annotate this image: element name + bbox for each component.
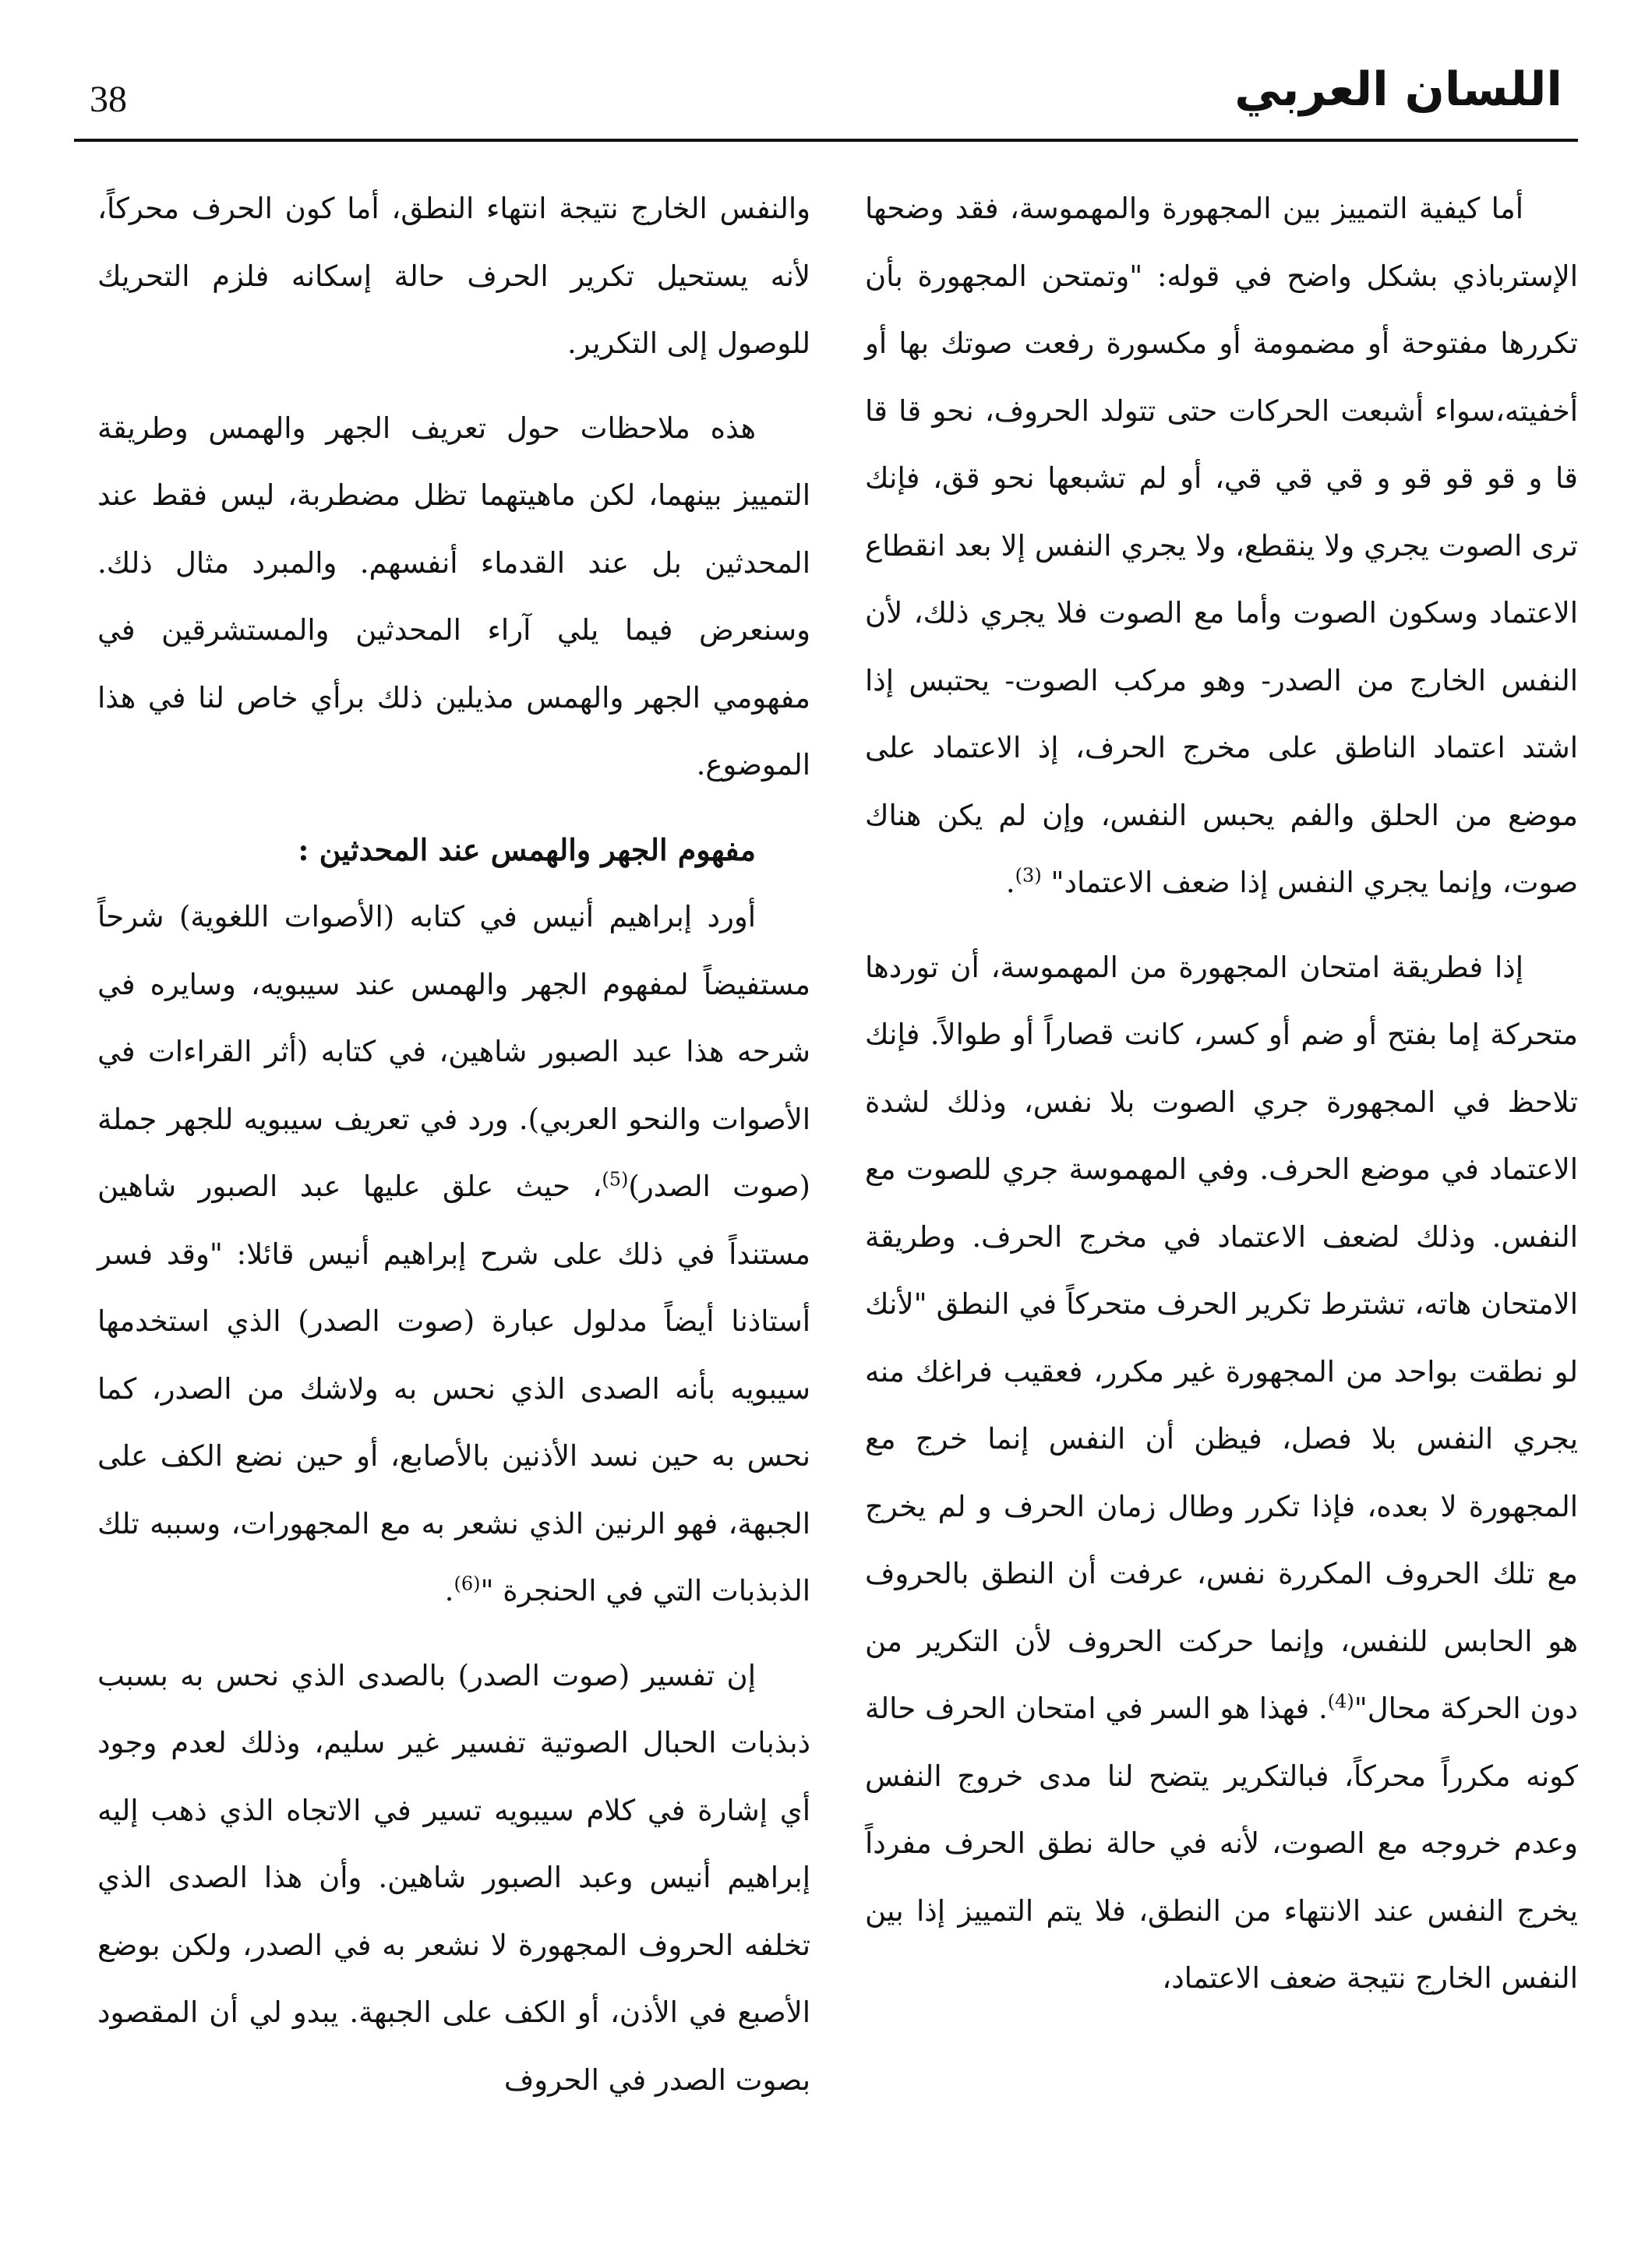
page-number: 38 bbox=[90, 79, 127, 120]
paragraph: أما كيفية التمييز بين المجهورة والمهموسة، فقد وضحها الإسترباذي بشكل واضح في قوله: "وتمتحن المجهورة بأن تكررها مفتوحة أو مضمومة أو مكسورة رفعت صوتك بها أو أخفيته،سواء أشبعت الحركات حتى تتولد الحروف، نحو قا قا قا و قو قو قو و قي قي قي، أو لم تشبعها نحو قق، فإنك ترى الصوت يجري ولا ينقطع، ولا يجري النفس إلا بعد انقطاع الاعتماد وسكون الصوت وأما مع الصوت فلا يجري ذلك، لأن النفس الخارج من الصدر- وهو مركب الصوت- يحتبس إذا اشتد اعتماد الناطق على مخرج الحرف، إذ الاعتماد على موضع من الحلق والفم يحبس النفس، وإن لم يكن هناك صوت، وإنما يجري النفس إذا ضعف الاعتماد" $^{(3)}$. bbox=[865, 192, 1578, 899]
footnote-marker: (5) bbox=[602, 1168, 629, 1191]
footnote-marker: (4) bbox=[1327, 1690, 1354, 1713]
paragraph: والنفس الخارج نتيجة انتهاء النطق، أما كون الحرف محركاً، لأنه يستحيل تكرير الحرف حالة إسكانه فلزم التحريك للوصول إلى التكرير. bbox=[97, 192, 810, 360]
paragraph: إذا فطريقة امتحان المجهورة من المهموسة، أن توردها متحركة إما بفتح أو ضم أو كسر، كانت قصاراً أو طوالاً. فإنك تلاحظ في المجهورة جري الصوت بلا نفس، وذلك لشدة الاعتماد في موضع الحرف. وفي المهموسة جري للصوت مع النفس. وذلك لضعف الاعتماد في مخرج الحرف. وطريقة الامتحان هاته، تشترط تكرير الحرف متحركاً في النطق "لأنك لو نطقت بواحد من المجهورة غير مكرر، فعقيب فراغك منه يجري النفس بلا فصل، فيظن أن النفس إنما خرج مع المجهورة لا بعده، فإذا تكرر وطال زمان الحرف و لم يخرج مع تلك الحروف المكررة نفس، عرفت أن النطق بالحروف هو الحابس للنفس، وإنما حركت الحروف لأن التكرير من دون الحركة محال"$^{(4)}$. فهذا هو السر في امتحان الحرف حالة كونه مكرراً محركاً، فبالتكرير يتضح لنا مدى خروج النفس وعدم خروجه مع الصوت، لأنه في حالة نطق الحرف مفرداً يخرج النفس عند الانتهاء من النطق، فلا يتم التمييز إذا بين النفس الخارج نتيجة ضعف الاعتماد، bbox=[865, 950, 1578, 1995]
header-divider bbox=[74, 139, 1578, 142]
right-column bbox=[865, 175, 1578, 2030]
footnote-marker: (6) bbox=[454, 1572, 481, 1595]
footnote-marker: (3) bbox=[1015, 864, 1042, 887]
paragraph: إن تفسير (صوت الصدر) بالصدى الذي نحس به بسبب ذبذبات الحبال الصوتية تفسير غير سليم، وذلك لعدم وجود أي إشارة في كلام سيبويه تسير في الاتجاه الذي ذهب إليه إبراهيم أنيس وعبد الصبور شاهين. وأن هذا الصدى الذي تخلفه الحروف المجهورة لا نشعر به في الصدر، ولكن بوضع الأصبع في الأذن، أو الكف على الجبهة. يبدو لي أن المقصود بصوت الصدر في الحروف bbox=[97, 1658, 810, 2097]
left-column bbox=[97, 175, 810, 2131]
page-header bbox=[74, 62, 1578, 136]
paragraph: هذه ملاحظات حول تعريف الجهر والهمس وطريقة التمييز بينهما، لكن ماهيتهما تظل مضطربة، ليس فقط عند المحدثين بل عند القدماء أنفسهم. والمبرد مثال ذلك. وسنعرض فيما يلي آراء المحدثين والمستشرقين في مفهومي الجهر والهمس مذيلين ذلك برأي خاص لنا في هذا الموضوع. bbox=[97, 411, 810, 782]
paragraph: أورد إبراهيم أنيس في كتابه (الأصوات اللغوية) شرحاً مستفيضاً لمفهوم الجهر والهمس عند سيبويه، وسايره في شرحه هذا عبد الصبور شاهين، في كتابه (أثر القراءات في الأصوات والنحو العربي). ورد في تعريف سيبويه للجهر جملة (صوت الصدر)$^{(5)}$، حيث علق عليها عبد الصبور شاهين مستنداً في ذلك على شرح إبراهيم أنيس قائلا: "وقد فسر أستاذنا أيضاً مدلول عبارة (صوت الصدر) الذي استخدمها سيبويه بأنه الصدى الذي نحس به ولاشك من الصدر، كما نحس به حين نسد الأذنين بالأصابع، أو حين نضع الكف على الجبهة، فهو الرنين الذي نشعر به مع المجهورات، وسببه تلك الذبذبات التي في الحنجرة "$^{(6)}$. bbox=[97, 900, 810, 1607]
section-heading: مفهوم الجهر والهمس عند المحدثين : bbox=[298, 831, 756, 867]
journal-title: اللسان العربي bbox=[1234, 62, 1562, 117]
